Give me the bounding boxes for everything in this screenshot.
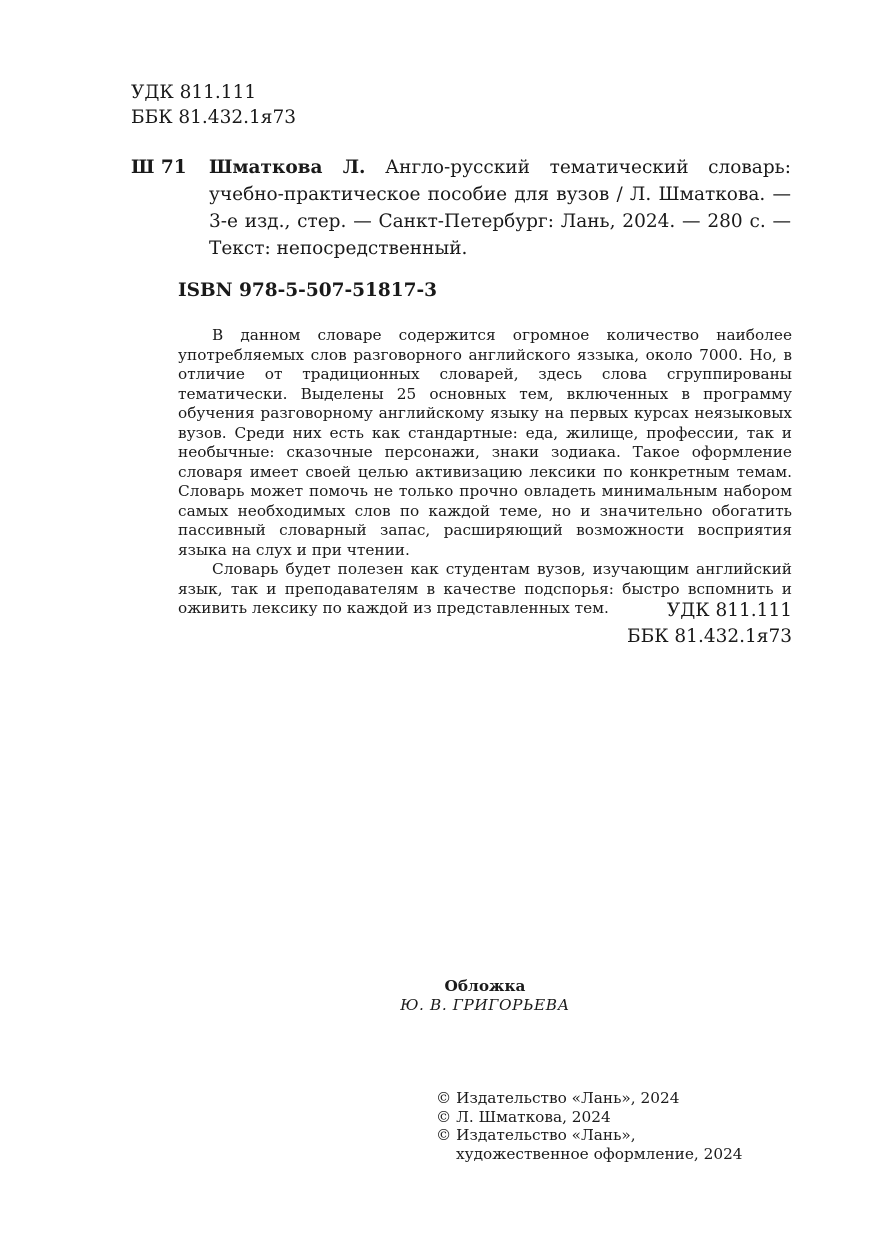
bibliographic-record xyxy=(131,154,791,262)
copyright-block xyxy=(436,1089,743,1163)
copyright-line: художественное оформление, 2024 xyxy=(456,1144,743,1163)
annotation-paragraph: В данном словаре содержится огромное количество наиболее употребляемых слов разговорного английского яззыка, около 7000. Но, в отличие от традиционных словарей, здесь слова сгруппированы тематически. Выделены 25 основных тем, включенных в программу обучения разговорному английскому языку на первых курсах неязыковых вузов. Среди них есть как стандартные: еда, жилище, профессии, так и необычные: сказочные персонажи, знаки зодиака. Такое оформление словаря имеет своей целью активизацию лексики по конкретным темам. Словарь может помочь не только прочно овладеть минимальным набором самых необходимых слов по каждой теме, но и значительно обогатить пассивный словарный запас, расширяющий возможности восприятия языка на слух и при чтении. xyxy=(178,326,792,559)
annotation xyxy=(178,326,792,619)
annotation-paragraph: Словарь будет полезен как студентам вузов, изучающим английский язык, так и преподавателям в качестве подспорья: быстро вспомнить и оживить лексику по каждой из представленных тем. xyxy=(178,560,792,617)
cover-label: Обложка xyxy=(444,977,526,995)
author-name: Шматкова Л. xyxy=(209,157,366,178)
author-mark: Ш 71 xyxy=(131,157,187,178)
cover-credit xyxy=(300,977,670,1015)
isbn: ISBN 978-5-507-51817-3 xyxy=(178,280,438,301)
copyright-line: © Л. Шматкова, 2024 xyxy=(436,1107,611,1126)
bibliographic-description xyxy=(209,154,791,262)
cover-designer: Ю. В. ГРИГОРЬЕВА xyxy=(400,996,570,1014)
title-and-imprint: Англо-русский тематический словарь: учебно-практическое пособие для вузов / Л. Шматкова. — 3-е изд., стер. — Санкт-Петербург: Лань, 2024. — 280 с. — Текст: непосредственный. xyxy=(209,157,791,259)
udk-code: УДК 811.111 xyxy=(131,82,257,103)
copyright-line: © Издательство «Лань», 2024 xyxy=(436,1089,680,1107)
udk-code: УДК 811.111 xyxy=(666,600,792,621)
bbk-code: ББК 81.432.1я73 xyxy=(131,107,296,128)
header-classification xyxy=(131,80,296,130)
classification-block xyxy=(420,598,792,650)
copyright-line: © Издательство «Лань», xyxy=(436,1126,636,1144)
bbk-code: ББК 81.432.1я73 xyxy=(627,626,792,647)
